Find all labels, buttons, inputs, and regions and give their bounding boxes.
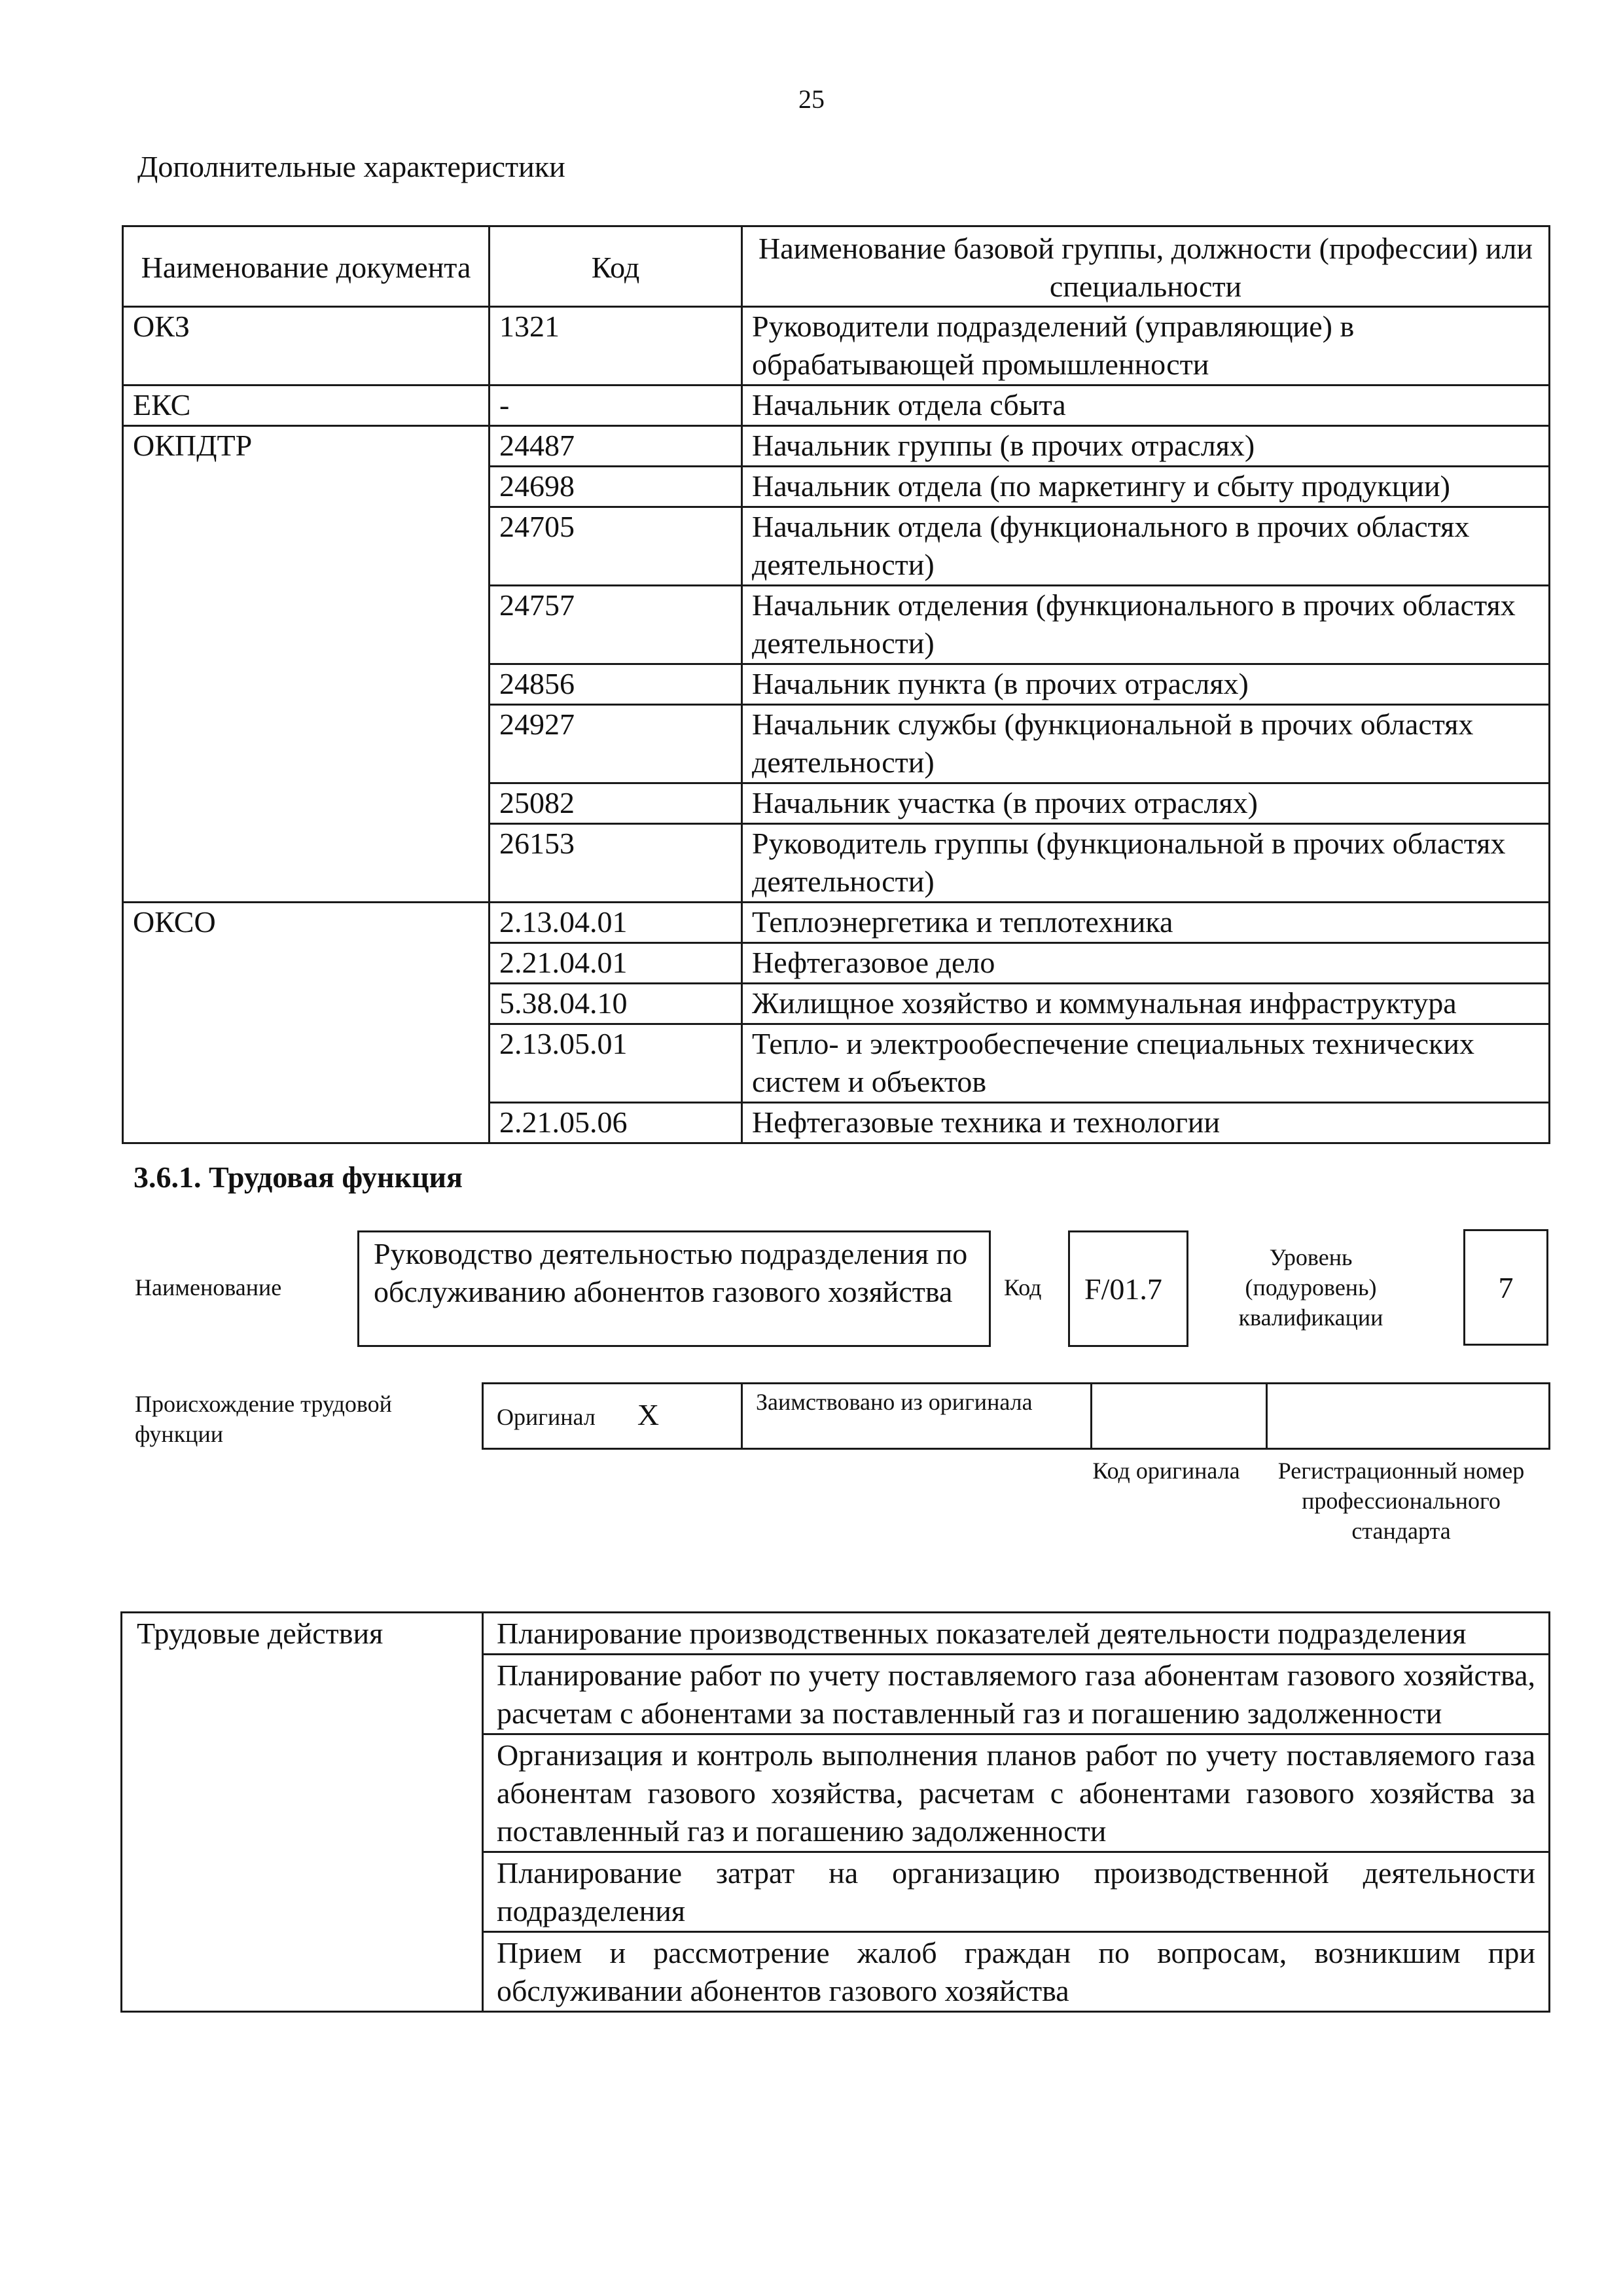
page-number: 25: [798, 84, 825, 114]
name-cell: Руководитель группы (функциональной в прочих областях деятельности): [742, 824, 1550, 903]
name-cell: Нефтегазовое дело: [742, 943, 1550, 984]
origin-table: [482, 1382, 1550, 1450]
name-cell: Начальник отдела (по маркетингу и сбыту продукции): [742, 467, 1550, 507]
header-code: Код: [490, 226, 742, 307]
code-cell: 2.21.05.06: [490, 1103, 742, 1143]
name-cell: Начальник отдела сбыта: [742, 386, 1550, 426]
table-row: [123, 903, 1550, 943]
name-cell: Начальник участка (в прочих отраслях): [742, 783, 1550, 824]
code-cell: 1321: [490, 307, 742, 386]
reg-number-cell: [1267, 1384, 1550, 1449]
doc-cell-okso: ОКСО: [123, 903, 490, 1143]
code-cell: 5.38.04.10: [490, 984, 742, 1024]
qualification-level-label: Уровень (подуровень) квалификации: [1238, 1244, 1383, 1331]
code-cell: 24757: [490, 586, 742, 664]
action-item: Прием и рассмотрение жалоб граждан по вопросам, возникшим при обслуживании абонентов газового хозяйства: [483, 1932, 1550, 2012]
header-group-name: Наименование базовой группы, должности (профессии) или специальности: [742, 226, 1550, 307]
code-cell: -: [490, 386, 742, 426]
table-row: [123, 307, 1550, 386]
original-code-caption: Код оригинала: [1092, 1458, 1240, 1484]
doc-cell-okz: ОКЗ: [123, 307, 490, 386]
code-cell: 24698: [490, 467, 742, 507]
code-cell: 24487: [490, 426, 742, 467]
name-cell: Теплоэнергетика и теплотехника: [742, 903, 1550, 943]
header-document: Наименование документа: [123, 226, 490, 307]
name-label: Наименование: [135, 1274, 282, 1300]
table-row: [123, 386, 1550, 426]
table-header-row: [123, 226, 1550, 307]
code-cell: 25082: [490, 783, 742, 824]
table-row: [123, 426, 1550, 467]
doc-cell-okpdtr: ОКПДТР: [123, 426, 490, 903]
code-label: Код: [1004, 1274, 1042, 1300]
name-cell: Нефтегазовые техника и технологии: [742, 1103, 1550, 1143]
characteristics-table: [122, 225, 1550, 1144]
code-cell: 24927: [490, 705, 742, 783]
function-name-box: Руководство деятельностью подразделения по обслуживанию абонентов газового хозяйства: [357, 1230, 991, 1347]
name-cell: Руководители подразделений (управляющие) в обрабатывающей промышленности: [742, 307, 1550, 386]
code-cell: 2.13.05.01: [490, 1024, 742, 1103]
name-cell: Начальник отдела (функционального в прочих областях деятельности): [742, 507, 1550, 586]
action-item: Организация и контроль выполнения планов работ по учету поставляемого газа абонентам газового хозяйства, расчетам с абонентами газового хозяйства за поставленный газ и погашению задолженности: [483, 1734, 1550, 1852]
code-cell: 2.21.04.01: [490, 943, 742, 984]
name-cell: Жилищное хозяйство и коммунальная инфраструктура: [742, 984, 1550, 1024]
name-cell: Тепло- и электрообеспечение специальных технических систем и объектов: [742, 1024, 1550, 1103]
characteristics-heading: Дополнительные характеристики: [137, 150, 565, 183]
function-code-box: F/01.7: [1068, 1230, 1188, 1347]
code-cell: 26153: [490, 824, 742, 903]
code-cell: 24856: [490, 664, 742, 705]
action-item: Планирование производственных показателей деятельности подразделения: [483, 1613, 1550, 1655]
code-cell: 24705: [490, 507, 742, 586]
original-cell: [483, 1384, 742, 1449]
original-mark: X: [637, 1398, 660, 1431]
name-cell: Начальник пункта (в прочих отраслях): [742, 664, 1550, 705]
action-item: Планирование затрат на организацию производственной деятельности подразделения: [483, 1852, 1550, 1932]
action-item: Планирование работ по учету поставляемого газа абонентам газового хозяйства, расчетам с абонентами за поставленный газ и погашению задолженности: [483, 1655, 1550, 1734]
actions-label: Трудовые действия: [122, 1613, 483, 2012]
reg-number-caption: Регистрационный номер профессионального стандарта: [1277, 1458, 1525, 1544]
table-row: [122, 1613, 1550, 1655]
qualification-level-box: 7: [1463, 1229, 1548, 1346]
name-cell: Начальник службы (функциональной в прочих областях деятельности): [742, 705, 1550, 783]
code-cell: 2.13.04.01: [490, 903, 742, 943]
original-label: Оригинал: [497, 1404, 596, 1430]
labor-actions-table: [120, 1611, 1550, 2013]
origin-row: [483, 1384, 1550, 1449]
borrowed-cell: Заимствовано из оригинала: [742, 1384, 1092, 1449]
labor-function-title: 3.6.1. Трудовая функция: [134, 1160, 463, 1194]
name-cell: Начальник отделения (функционального в прочих областях деятельности): [742, 586, 1550, 664]
doc-cell-eks: ЕКС: [123, 386, 490, 426]
origin-label: Происхождение трудовой функции: [135, 1391, 392, 1447]
name-cell: Начальник группы (в прочих отраслях): [742, 426, 1550, 467]
original-code-cell: [1092, 1384, 1267, 1449]
